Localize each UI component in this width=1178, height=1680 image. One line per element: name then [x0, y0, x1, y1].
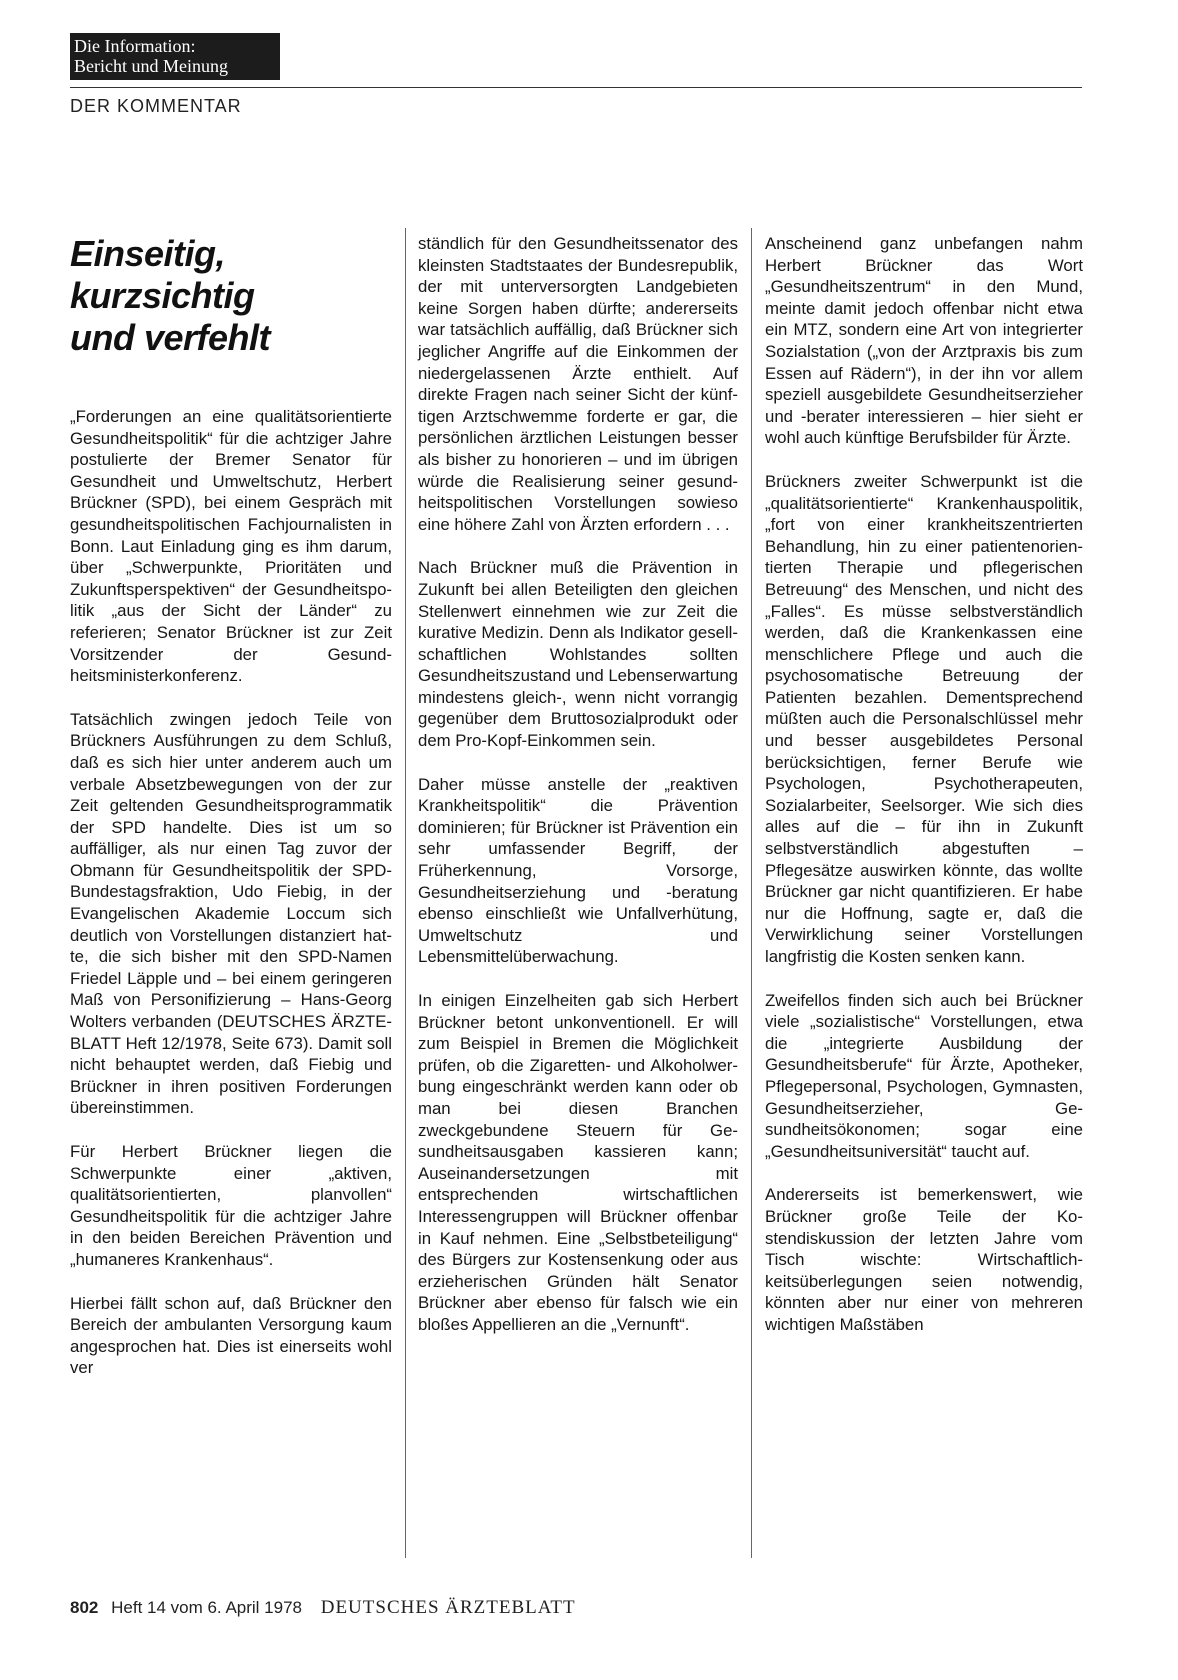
issue-info: Heft 14 vom 6. April 1978	[111, 1598, 302, 1617]
article-title	[70, 233, 420, 359]
text-column-1	[70, 406, 392, 1401]
title-line-2: kurzsichtig	[70, 275, 255, 316]
paragraph: Daher müsse anstelle der „reaktiven Krankheitspolitik“ die Prävention dominieren; für Brückner ist Prävention ein sehr umfassender Begriff, der Früherkennung, Vorsorge, Gesundheitserziehung und -beratung ebenso einschließt wie Unfallverhütung, Umweltschutz und Lebensmittelüberwachung.	[418, 774, 738, 967]
page-footer	[70, 1597, 576, 1619]
paragraph: Tatsächlich zwingen jedoch Teile von Brückners Ausführungen zu dem Schluß, daß es sich hier unter anderem auch um verbale Absetzbewegungen von der zur Zeit geltenden Gesundheitsprogrammatik der SPD handelte. Dies ist um so auffälliger, als nur einen Tag zuvor der Obmann für Gesundheitspolitik der SPD-Bundestagsfraktion, Udo Fiebig, in der Evangelischen Akademie Loccum sich deutlich von Vorstellungen distanziert hatte, die sich bisher mit den SPD-Namen Friedel Läpple und – bei einem geringeren Maß von Personifizierung – Hans-Georg Wolters verbanden (DEUTSCHES ÄRZTEBLATT Heft 12/1978, Seite 673). Damit soll nicht behauptet werden, daß Fiebig und Brückner in ihren positiven Forderungen übereinstimmen.	[70, 709, 392, 1118]
header-rule	[70, 87, 1082, 88]
paragraph: In einigen Einzelheiten gab sich Herbert Brückner betont unkonventionell. Er will zum Beispiel in Bremen die Möglichkeit prüfen, ob die Zigaretten- und Alkoholwerbung eingeschränkt werden kann oder ob man bei diesen Branchen zweckgebundene Steuern für Gesundheitsausgaben kassieren kann; Auseinandersetzungen mit entsprechenden wirtschaftlichen Interessengruppen will Brückner offenbar in Kauf nehmen. Eine „Selbstbeteiligung“ des Bürgers zur Kostensenkung oder aus erzieherischen Gründen hält Senator Brückner aber ebenso für falsch wie ein bloßes Appellieren an die „Vernunft“.	[418, 991, 738, 1334]
paragraph: „Forderungen an eine qualitätsorientierte Gesundheitspolitik“ für die achtziger Jahre postulierte der Bremer Senator für Gesundheit und Umweltschutz, Herbert Brückner (SPD), bei einem Gespräch mit gesundheitspolitischen Fachjournalisten in Bonn. Laut Einladung ging es ihm darum, über „Schwerpunkte, Prioritäten und Zukunftsperspektiven“ der Gesundheitspolitik „aus der Sicht der Länder“ zu referieren; Senator Brückner ist zur Zeit Vorsitzender der Gesundheitsministerkonferenz.	[70, 407, 392, 686]
title-line-1: Einseitig,	[70, 233, 226, 274]
magazine-name: DEUTSCHES ÄRZTEBLATT	[320, 1597, 576, 1618]
text-column-3	[765, 233, 1083, 1358]
text-column-2	[418, 233, 738, 1358]
paragraph: Brückners zweiter Schwerpunkt ist die „qualitätsorientierte“ Krankenhauspolitik, „fort von einer krankheitszentrierten Behandlung, hin zu einer patientenorientierten Therapie und pflegerischen Betreuung“ des Menschen, und nicht des „Falles“. Es müsse selbstverständlich werden, daß die Krankenkassen eine menschlichere Pflege und auch die psychosomatische Betreuung der Patienten bezahlen. Dementsprechend müßten auch die Personalschlüssel mehr und besser ausgebildetes Personal berücksichtigen, ferner Berufe wie Psychologen, Psychotherapeuten, Sozialarbeiter, Seelsorger. Wie sich dies alles auf die – für ihn in Zukunft selbstverständlich abgestuften – Pflegesätze auswirken könnte, das wollte Brückner gar nicht quantifizieren. Er habe nur die Hoffnung, sagte er, daß die Verwirklichung seiner Vorstellungen langfristig die Kosten senken kann.	[765, 471, 1083, 966]
title-line-3: und verfehlt	[70, 317, 271, 358]
paragraph: Zweifellos finden sich auch bei Brückner viele „sozialistische“ Vorstellungen, etwa die „integrierte Ausbildung der Gesundheitsberufe“ für Ärzte, Apotheker, Pflegepersonal, Psychologen, Gymnasten, Gesundheitserzieher, Gesundheitsökonomen; sogar eine „Gesundheitsuniversität“ taucht auf.	[765, 990, 1083, 1161]
paragraph: Für Herbert Brückner liegen die Schwerpunkte einer „aktiven, qualitätsorientierten, planvollen“ Gesundheitspolitik für die achtziger Jahre in den beiden Bereichen Prävention und „humaneres Krankenhaus“.	[70, 1142, 392, 1269]
paragraph: Hierbei fällt schon auf, daß Brückner den Bereich der ambulanten Versorgung kaum angesprochen hat. Dies ist einerseits wohl ver	[70, 1293, 392, 1378]
paragraph: Nach Brückner muß die Prävention in Zukunft bei allen Beteiligten den gleichen Stellenwert einnehmen wie zur Zeit die kurative Medizin. Denn als Indikator gesellschaftlichen Wohlstandes sollten Gesundheitszustand und Lebenserwartung mindestens gleich-, wenn nicht vorrangig gegenüber dem Bruttosozialprodukt oder dem Pro-Kopf-Einkommen sein.	[418, 558, 738, 751]
column-separator-2	[751, 228, 752, 1558]
paragraph: Anscheinend ganz unbefangen nahm Herbert Brückner das Wort „Gesundheitszentrum“ in den Mund, meinte damit jedoch offenbar nicht etwa ein MTZ, sondern eine Art von integrierter Sozialstation („von der Arztpraxis bis zum Essen auf Rädern“), in der ihn vor allem speziell ausgebildete Gesundheitserzieher und -berater interessieren – hier sieht er wohl auch künftige Berufsbilder für Ärzte.	[765, 234, 1083, 448]
rubric-box	[70, 33, 280, 80]
paragraph: ständlich für den Gesundheitssenator des kleinsten Stadtstaates der Bundesrepublik, der mit unterversorgten Landgebieten keine Sorgen haben dürfte; andererseits war tatsächlich auffällig, daß Brückner sich jeglicher Angriffe auf die Einkommen der niedergelassenen Ärzte enthielt. Auf direkte Fragen nach seiner Sicht der künftigen Arztschwemme forderte er gar, die persönlichen ärztlichen Leistungen besser als bisher zu honorieren – und im übrigen würde die Realisierung seiner gesundheitspolitischen Vorstellungen sowieso eine höhere Zahl von Ärzten erfordern . . .	[418, 234, 738, 534]
rubric-line-2: Bericht und Meinung	[74, 56, 228, 76]
page-number: 802	[70, 1598, 99, 1617]
column-separator-1	[405, 228, 406, 1558]
section-label: DER KOMMENTAR	[70, 96, 242, 116]
rubric-line-1: Die Information:	[74, 36, 196, 56]
paragraph: Andererseits ist bemerkenswert, wie Brückner große Teile der Kostendiskussion der letzten Jahre vom Tisch wischte: Wirtschaftlichkeitsüberlegungen seien notwendig, könnten aber nur einer von mehreren wichtigen Maßstäben	[765, 1185, 1083, 1334]
